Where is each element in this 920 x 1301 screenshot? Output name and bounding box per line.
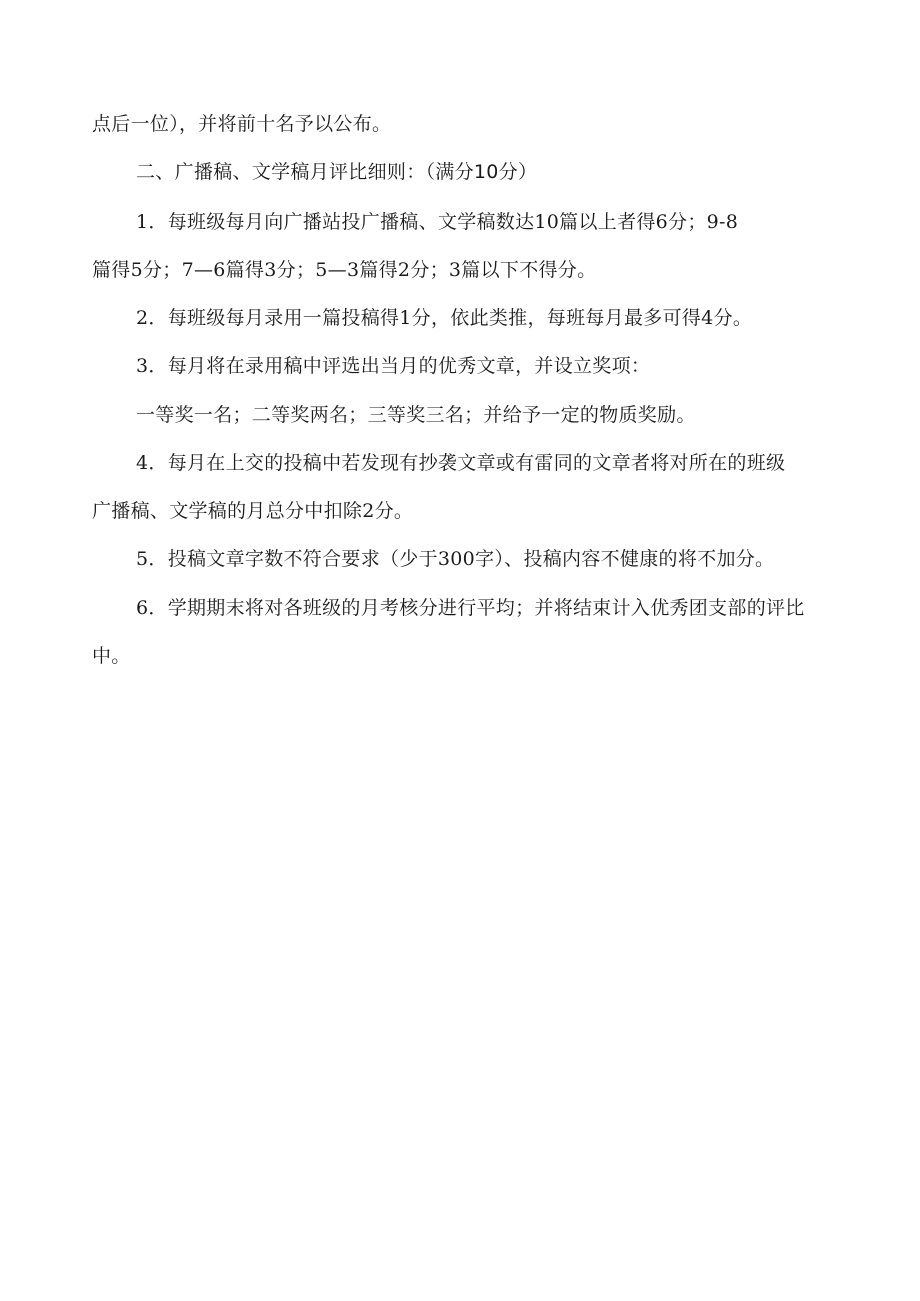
rule-2: 2．每班级每月录用一篇投稿得1分，依此类推，每班每月最多可得4分。 (136, 307, 753, 329)
rule-3-line-1: 3．每月将在录用稿中评选出当月的优秀文章，并设立奖项： (136, 355, 651, 377)
section-heading: 二、广播稿、文学稿月评比细则：（满分10分） (136, 161, 538, 183)
rule-6-line-1: 6．学期期末将对各班级的月考核分进行平均；并将结束计入优秀团支部的评比 (136, 597, 805, 619)
rule-6-line-2: 中。 (92, 645, 131, 667)
rule-5: 5．投稿文章字数不符合要求（少于300字）、投稿内容不健康的将不加分。 (136, 548, 775, 570)
rule-4-line-2: 广播稿、文学稿的月总分中扣除2分。 (92, 500, 414, 522)
rule-1-line-1: 1．每班级每月向广播站投广播稿、文学稿数达10篇以上者得6分；9-8 (136, 211, 739, 233)
rule-1-line-2: 篇得5分；7—6篇得3分；5—3篇得2分；3篇以下不得分。 (92, 259, 597, 281)
rule-3-line-2: 一等奖一名；二等奖两名；三等奖三名；并给予一定的物质奖励。 (136, 404, 696, 426)
paragraph-continuation: 点后一位），并将前十名予以公布。 (92, 113, 392, 135)
rule-4-line-1: 4．每月在上交的投稿中若发现有抄袭文章或有雷同的文章者将对所在的班级 (136, 452, 786, 474)
